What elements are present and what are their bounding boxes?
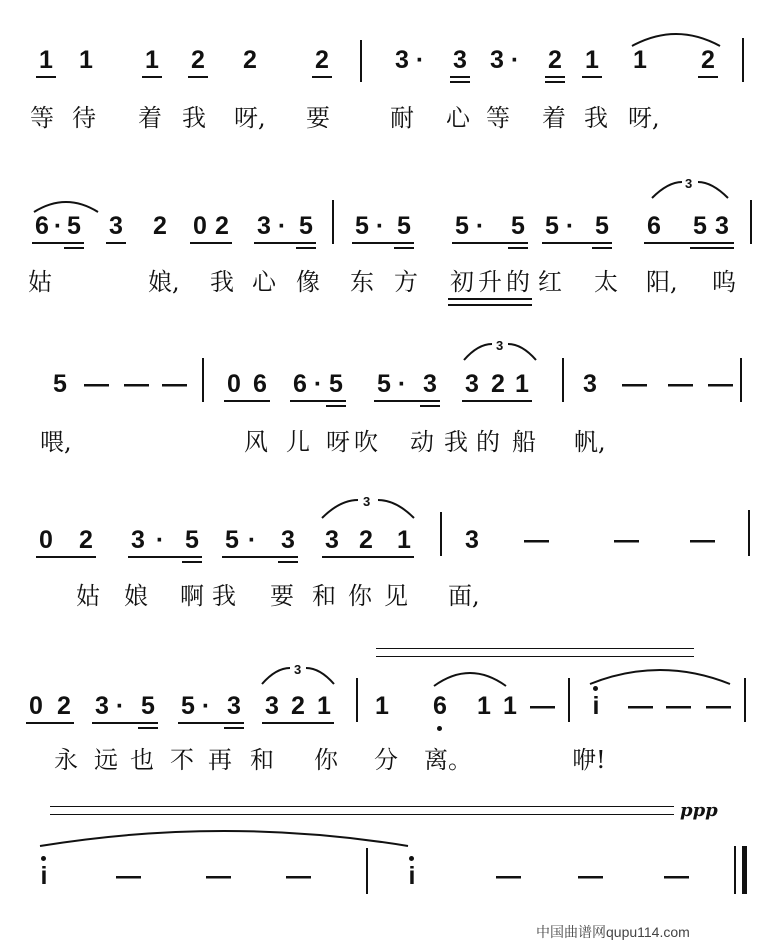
lyric: 也 <box>130 746 154 774</box>
note: 3 <box>583 370 597 398</box>
note: 3 <box>281 526 295 554</box>
underline <box>698 76 718 78</box>
note: 0 <box>39 526 53 554</box>
underline <box>222 556 298 558</box>
underline <box>420 405 440 407</box>
lyric: 吹 <box>354 428 378 456</box>
underline <box>452 242 528 244</box>
underline <box>690 247 734 249</box>
note: 5 <box>67 212 81 240</box>
underline <box>188 76 208 78</box>
dot: · <box>375 212 385 240</box>
lyric: 要 <box>270 582 294 610</box>
lyric: 永 <box>54 746 78 774</box>
underline <box>374 400 440 402</box>
note: 2 <box>359 526 373 554</box>
note: 5 <box>53 370 67 398</box>
underline <box>508 247 528 249</box>
dynamic-ppp: ppp <box>680 800 718 821</box>
note: 5 <box>181 692 195 720</box>
underline <box>262 722 334 724</box>
note: 6 <box>35 212 49 240</box>
note: 1 <box>397 526 411 554</box>
underline <box>36 556 96 558</box>
lyric: 娘, <box>148 268 180 296</box>
note: 2 <box>153 212 167 240</box>
dash: — <box>206 862 231 890</box>
barline <box>562 358 564 402</box>
dash: — <box>622 370 647 398</box>
underline <box>138 727 158 729</box>
lyric: 红 <box>538 268 562 296</box>
lyric: 你 <box>314 746 338 774</box>
lyric: 像 <box>296 268 320 296</box>
dot: · <box>475 212 485 240</box>
barline <box>568 678 570 722</box>
high-octave-dot <box>409 856 414 861</box>
lyric: 你 <box>348 582 372 610</box>
note: 1 <box>39 46 53 74</box>
lyric: 的 <box>476 428 500 456</box>
note: 5 <box>225 526 239 554</box>
lyric: 升 <box>478 268 502 296</box>
note: 1 <box>633 46 647 74</box>
note: 5 <box>355 212 369 240</box>
lyric: 帆, <box>574 428 606 456</box>
barline <box>742 38 744 82</box>
dash: — <box>124 370 149 398</box>
lyric: 着 <box>542 104 566 132</box>
lyric: 我 <box>584 104 608 132</box>
note: 3 <box>423 370 437 398</box>
underline <box>106 242 126 244</box>
note: 5 <box>455 212 469 240</box>
note: 6 <box>433 692 447 720</box>
dot: · <box>155 526 165 554</box>
lyric: 初 <box>450 268 474 296</box>
note: 3 <box>131 526 145 554</box>
dot: · <box>510 46 520 74</box>
note: 2 <box>315 46 329 74</box>
barline <box>356 678 358 722</box>
lyric: 分 <box>374 746 398 774</box>
underline <box>582 76 602 78</box>
barline <box>744 678 746 722</box>
dash: — <box>690 526 715 554</box>
note: 1 <box>477 692 491 720</box>
final-barline-thin <box>734 846 736 894</box>
note: 1 <box>585 46 599 74</box>
lyric: 风 <box>244 428 268 456</box>
dot: · <box>565 212 575 240</box>
note: 5 <box>141 692 155 720</box>
lyric: 动 <box>410 428 434 456</box>
lyric: 等 <box>30 104 54 132</box>
lyric: 的 <box>506 268 530 296</box>
note: 5 <box>185 526 199 554</box>
dot: · <box>277 212 287 240</box>
underline <box>394 247 414 249</box>
note: 1 <box>79 46 93 74</box>
underline <box>545 81 565 83</box>
underline <box>128 556 202 558</box>
lyric: 面, <box>448 582 480 610</box>
dot: · <box>313 370 323 398</box>
lyric: 方 <box>394 268 418 296</box>
dynamic-line <box>376 648 694 649</box>
final-barline-thick <box>742 846 747 894</box>
triplet-mark: 3 <box>496 338 504 353</box>
note: 3 <box>227 692 241 720</box>
lyric: 阳, <box>646 268 678 296</box>
dash: — <box>524 526 549 554</box>
tie-arc <box>584 662 734 686</box>
lyric: 再 <box>208 746 232 774</box>
note: 5 <box>397 212 411 240</box>
note: 2 <box>57 692 71 720</box>
underline <box>182 561 202 563</box>
lyric: 等 <box>486 104 510 132</box>
underline <box>450 81 470 83</box>
dash: — <box>578 862 603 890</box>
dash: — <box>286 862 311 890</box>
lyric: 耐 <box>390 104 414 132</box>
note: 2 <box>548 46 562 74</box>
lyric: 啊 <box>180 582 204 610</box>
note: 2 <box>491 370 505 398</box>
underline <box>224 400 270 402</box>
lyric: 待 <box>72 104 96 132</box>
barline <box>440 512 442 556</box>
note: 5 <box>595 212 609 240</box>
underline <box>32 242 84 244</box>
underline <box>312 76 332 78</box>
underline <box>450 76 470 78</box>
note: 5 <box>545 212 559 240</box>
note: 2 <box>243 46 257 74</box>
underline <box>592 247 612 249</box>
barline <box>332 200 334 244</box>
lyric: 东 <box>350 268 374 296</box>
note: 5 <box>299 212 313 240</box>
underline <box>545 76 565 78</box>
lyric: 呀, <box>628 104 660 132</box>
tie-arc <box>34 822 414 848</box>
high-octave-dot <box>593 686 598 691</box>
lyric: 不 <box>170 746 194 774</box>
lyric: 心 <box>446 104 470 132</box>
note-high: i <box>408 862 416 890</box>
dash: — <box>530 692 555 720</box>
lyric: 我 <box>444 428 468 456</box>
underline <box>64 247 84 249</box>
note: 6 <box>647 212 661 240</box>
watermark: 中国曲谱网qupu114.com <box>536 924 690 940</box>
note: 3 <box>109 212 123 240</box>
lyric: 姑 <box>28 268 52 296</box>
triplet-mark: 3 <box>294 662 302 677</box>
dash: — <box>628 692 653 720</box>
underline <box>278 561 298 563</box>
lyric: 呀, <box>234 104 266 132</box>
note: 6 <box>293 370 307 398</box>
underline <box>224 727 244 729</box>
barline <box>750 200 752 244</box>
high-octave-dot <box>41 856 46 861</box>
barline <box>366 848 368 894</box>
underline <box>462 400 532 402</box>
dynamic-line <box>50 814 674 815</box>
note: 5 <box>377 370 391 398</box>
barline <box>748 510 750 556</box>
note: 5 <box>329 370 343 398</box>
lyric: 太 <box>594 268 618 296</box>
underline <box>92 722 158 724</box>
dot: · <box>397 370 407 398</box>
barline <box>360 40 362 82</box>
lyric: 我 <box>182 104 206 132</box>
underline <box>644 242 734 244</box>
lyric: 呜 <box>712 268 736 296</box>
dot: · <box>53 212 63 240</box>
lyric: 姑 <box>76 582 100 610</box>
underline <box>542 242 612 244</box>
note: 1 <box>317 692 331 720</box>
lyric: 要 <box>306 104 330 132</box>
lyric: 着 <box>138 104 162 132</box>
note: 3 <box>325 526 339 554</box>
note: 0 <box>227 370 241 398</box>
note: 5 <box>511 212 525 240</box>
triplet-mark: 3 <box>363 494 371 509</box>
dot: · <box>247 526 257 554</box>
barline <box>202 358 204 402</box>
note: 3 <box>395 46 409 74</box>
note: 2 <box>191 46 205 74</box>
low-octave-dot <box>437 726 442 731</box>
note: 3 <box>465 526 479 554</box>
tie-arc <box>628 28 724 48</box>
underline <box>36 76 56 78</box>
note: 2 <box>701 46 715 74</box>
underline <box>26 722 74 724</box>
dash: — <box>664 862 689 890</box>
note: 2 <box>215 212 229 240</box>
dynamic-line <box>376 656 694 657</box>
note: 0 <box>193 212 207 240</box>
lyric: 喂, <box>40 428 72 456</box>
underline <box>190 242 232 244</box>
underline <box>448 298 532 300</box>
lyric: 咿! <box>572 746 606 774</box>
note: 1 <box>375 692 389 720</box>
underline <box>142 76 162 78</box>
note: 3 <box>95 692 109 720</box>
underline <box>296 247 316 249</box>
tie-arc <box>430 664 540 688</box>
dash: — <box>666 692 691 720</box>
dash: — <box>668 370 693 398</box>
lyric: 心 <box>252 268 276 296</box>
underline <box>352 242 414 244</box>
dash: — <box>496 862 521 890</box>
underline <box>326 405 346 407</box>
dash: — <box>162 370 187 398</box>
note: 3 <box>453 46 467 74</box>
underline <box>322 556 414 558</box>
note: 3 <box>715 212 729 240</box>
underline <box>290 400 346 402</box>
note: 5 <box>693 212 707 240</box>
dash: — <box>116 862 141 890</box>
note: 3 <box>465 370 479 398</box>
underline <box>254 242 316 244</box>
barline <box>740 358 742 402</box>
dash: — <box>614 526 639 554</box>
lyric: 离。 <box>424 746 472 774</box>
lyric: 见 <box>384 582 408 610</box>
dot: · <box>115 692 125 720</box>
lyric: 船 <box>512 428 536 456</box>
note: 3 <box>490 46 504 74</box>
note: 2 <box>79 526 93 554</box>
note-high: i <box>40 862 48 890</box>
dash: — <box>708 370 733 398</box>
underline <box>178 722 244 724</box>
note: 1 <box>145 46 159 74</box>
lyric: 呀 <box>326 428 350 456</box>
note: 0 <box>29 692 43 720</box>
dash: — <box>84 370 109 398</box>
dash: — <box>706 692 731 720</box>
underline <box>448 304 532 306</box>
lyric: 儿 <box>286 428 310 456</box>
lyric: 远 <box>94 746 118 774</box>
lyric: 娘 <box>124 582 148 610</box>
note-high: i <box>592 692 600 720</box>
lyric: 我 <box>212 582 236 610</box>
note: 6 <box>253 370 267 398</box>
lyric: 我 <box>210 268 234 296</box>
note: 1 <box>515 370 529 398</box>
note: 3 <box>257 212 271 240</box>
note: 2 <box>291 692 305 720</box>
dot: · <box>415 46 425 74</box>
triplet-mark: 3 <box>685 176 693 191</box>
note: 1 <box>503 692 517 720</box>
dynamic-line <box>50 806 674 807</box>
dot: · <box>201 692 211 720</box>
lyric: 和 <box>250 746 274 774</box>
lyric: 和 <box>312 582 336 610</box>
note: 3 <box>265 692 279 720</box>
